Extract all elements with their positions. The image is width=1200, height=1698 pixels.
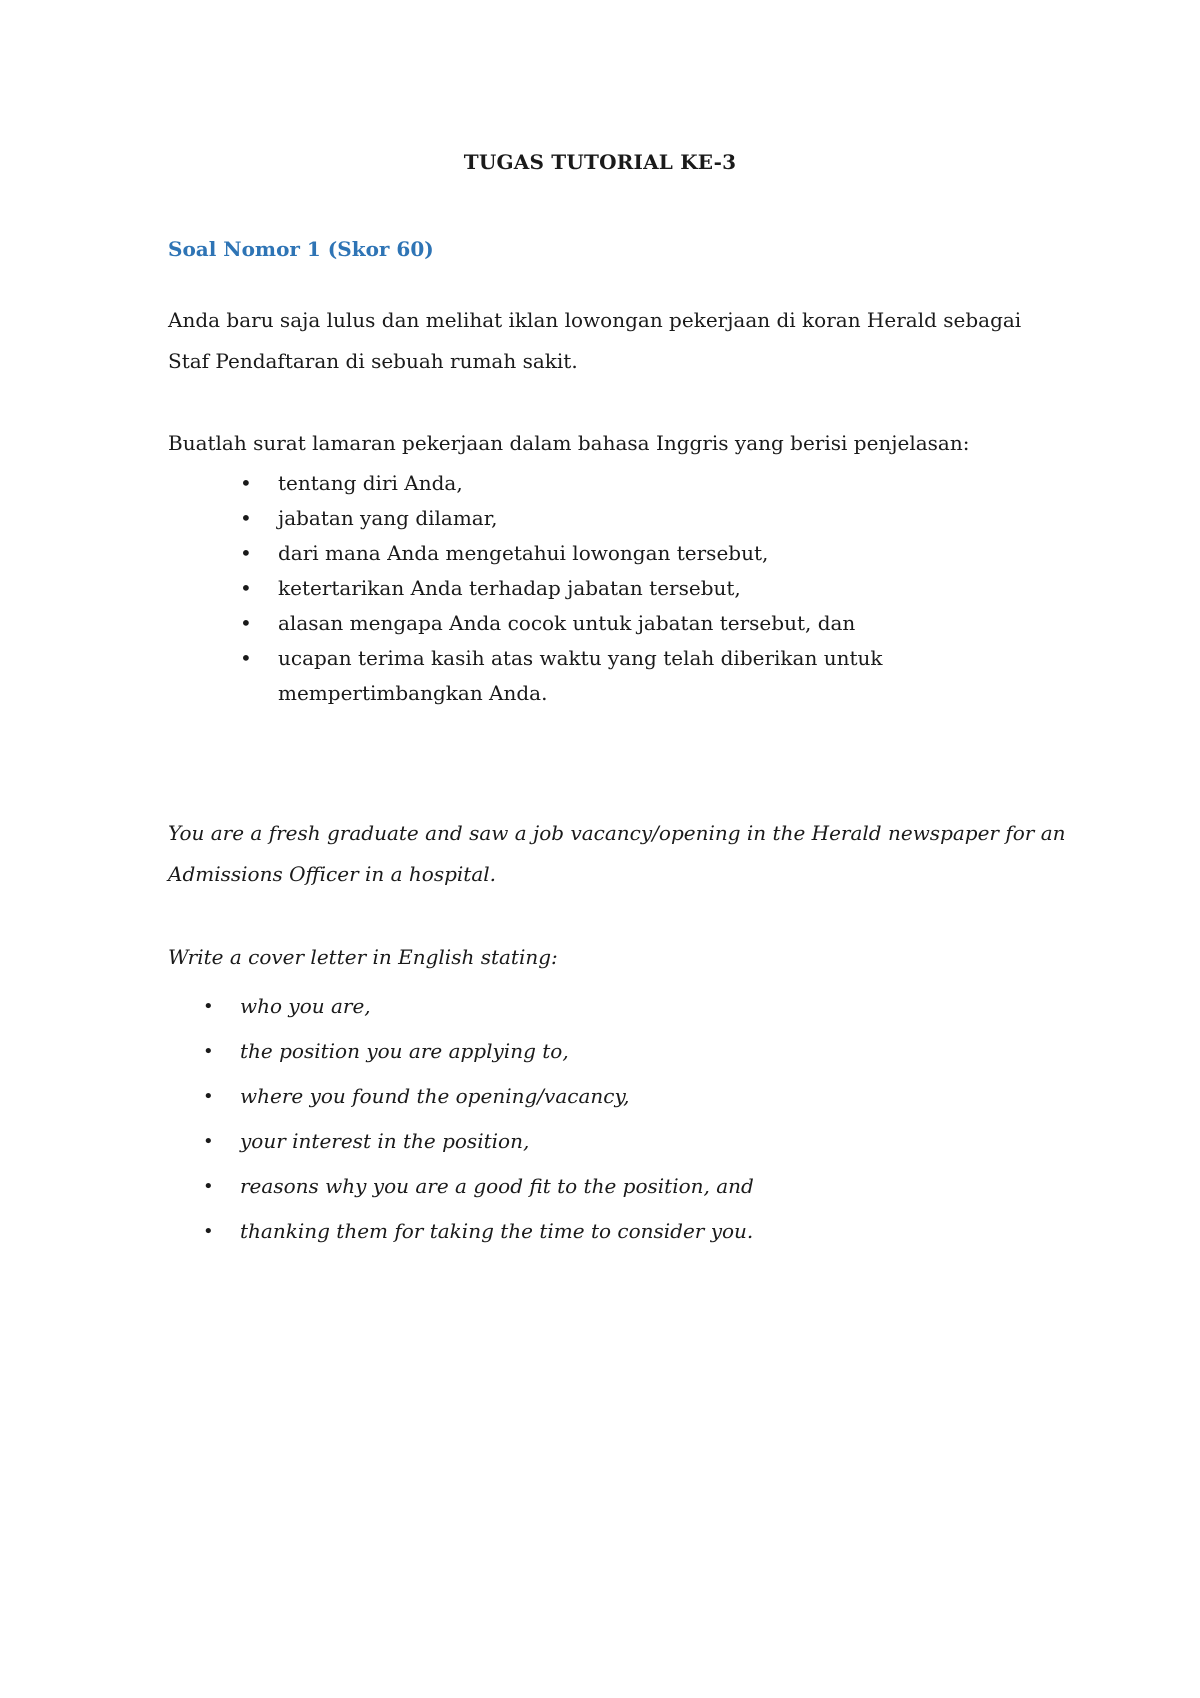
list-item <box>168 1209 1068 1254</box>
list-item <box>168 641 1068 711</box>
list-item <box>168 571 1068 606</box>
intro-paragraph-en: You are a fresh graduate and saw a job vacancy/opening in the Herald newspaper for an Admissions Officer in a hospital. <box>168 821 1066 886</box>
bullet-icon: • <box>203 996 214 1017</box>
list-item <box>168 1119 1068 1164</box>
instruction-paragraph-en: Write a cover letter in English stating: <box>168 945 558 969</box>
list-item-text: the position you are applying to, <box>240 1039 569 1063</box>
list-item-text: ketertarikan Anda terhadap jabatan tersebut, <box>278 576 741 600</box>
bullet-icon: • <box>240 611 252 635</box>
list-item-text: jabatan yang dilamar, <box>278 506 498 530</box>
list-item-text: who you are, <box>240 994 371 1018</box>
list-item-text: your interest in the position, <box>240 1129 530 1153</box>
list-item <box>168 466 1068 501</box>
section-heading: Soal Nomor 1 (Skor 60) <box>168 237 434 261</box>
list-item-text: thanking them for taking the time to consider you. <box>240 1219 754 1243</box>
bullet-icon: • <box>203 1041 214 1062</box>
list-item <box>168 1074 1068 1119</box>
list-item-text: alasan mengapa Anda cocok untuk jabatan tersebut, dan <box>278 611 856 635</box>
list-item <box>168 1164 1068 1209</box>
bullet-icon: • <box>240 646 252 670</box>
list-item <box>168 1029 1068 1074</box>
bullet-icon: • <box>203 1086 214 1107</box>
list-item <box>168 536 1068 571</box>
bullet-icon: • <box>203 1176 214 1197</box>
list-item <box>168 501 1068 536</box>
list-item-text: tentang diri Anda, <box>278 471 463 495</box>
bullet-icon: • <box>240 541 252 565</box>
list-item-text: dari mana Anda mengetahui lowongan tersebut, <box>278 541 769 565</box>
bullet-icon: • <box>203 1221 214 1242</box>
list-item <box>168 606 1068 641</box>
intro-paragraph-id: Anda baru saja lulus dan melihat iklan lowongan pekerjaan di koran Herald sebagai Staf Pendaftaran di sebuah rumah sakit. <box>168 308 1022 373</box>
list-item-text: reasons why you are a good fit to the position, and <box>240 1174 754 1198</box>
requirements-list-en <box>168 984 1068 1254</box>
requirements-list-id <box>168 466 1068 711</box>
list-item <box>168 984 1068 1029</box>
bullet-icon: • <box>240 506 252 530</box>
list-item-text: ucapan terima kasih atas waktu yang telah diberikan untuk mempertimbangkan Anda. <box>278 646 883 705</box>
instruction-paragraph-id: Buatlah surat lamaran pekerjaan dalam bahasa Inggris yang berisi penjelasan: <box>168 431 970 455</box>
bullet-icon: • <box>240 576 252 600</box>
bullet-icon: • <box>240 471 252 495</box>
page-title: TUGAS TUTORIAL KE-3 <box>463 150 737 174</box>
list-item-text: where you found the opening/vacancy, <box>240 1084 630 1108</box>
bullet-icon: • <box>203 1131 214 1152</box>
